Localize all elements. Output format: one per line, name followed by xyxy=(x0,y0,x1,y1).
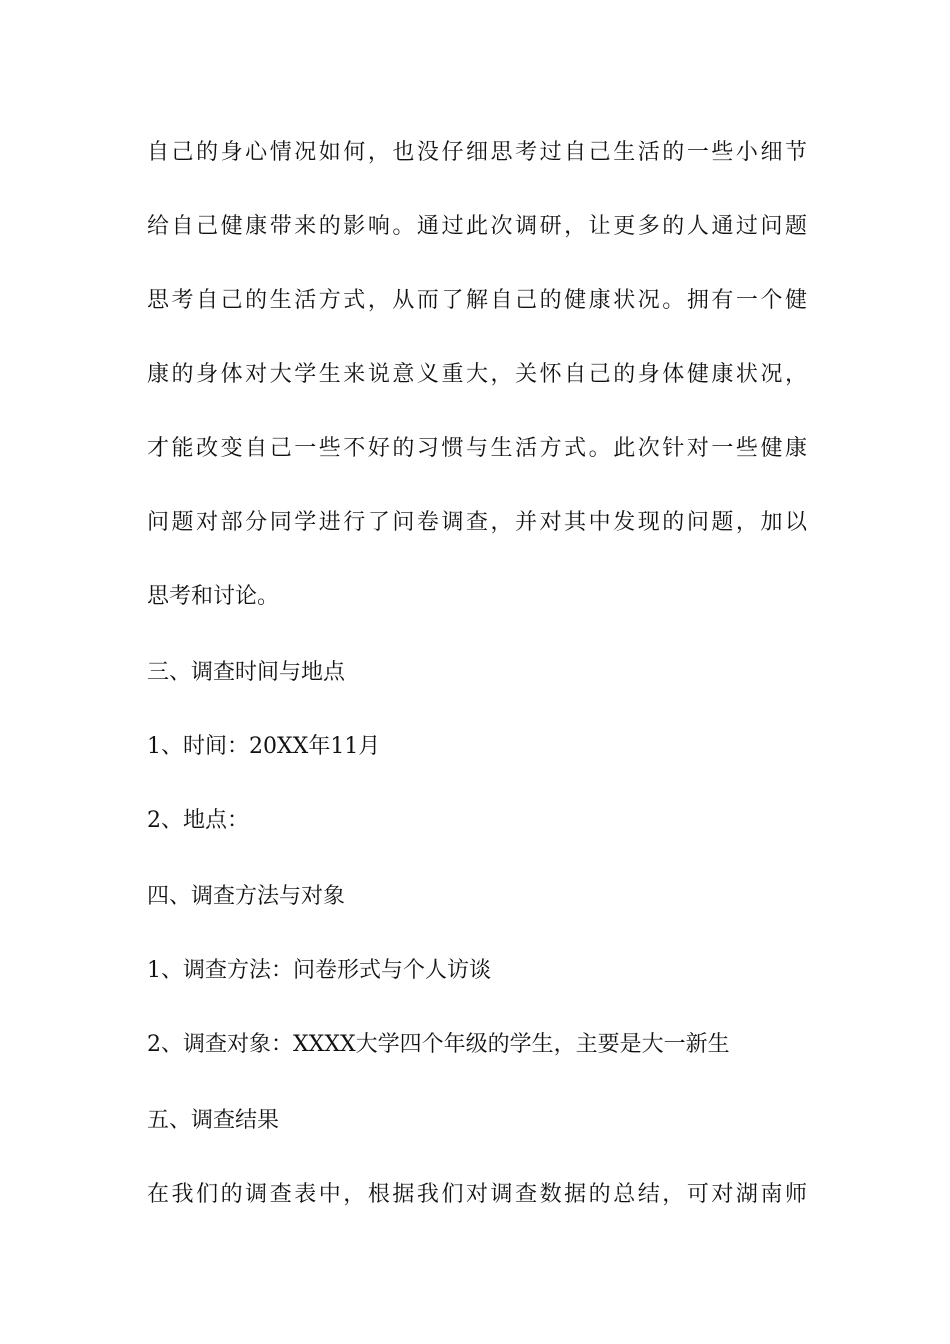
paragraph-line-2: 给自己健康带来的影响。通过此次调研，让更多的人通过问题 xyxy=(147,214,807,239)
survey-place: 2、地点： xyxy=(147,808,249,833)
results-first-line: 在我们的调查表中，根据我们对调查数据的总结，可对湖南师 xyxy=(147,1182,807,1207)
paragraph-line-5: 才能改变自己一些不好的习惯与生活方式。此次针对一些健康 xyxy=(147,436,807,461)
section-3-heading: 三、调查时间与地点 xyxy=(147,660,346,685)
paragraph-line-6: 问题对部分同学进行了问卷调查，并对其中发现的问题，加以 xyxy=(147,510,807,535)
survey-subject: 2、调查对象：XXXX大学四个年级的学生，主要是大一新生 xyxy=(147,1032,730,1057)
survey-time: 1、时间：20XX年11月 xyxy=(147,734,381,759)
paragraph-line-7: 思考和讨论。 xyxy=(147,584,280,609)
paragraph-line-1: 自己的身心情况如何，也没仔细思考过自己生活的一些小细节 xyxy=(147,140,807,165)
section-5-heading: 五、调查结果 xyxy=(147,1108,280,1133)
section-4-heading: 四、调查方法与对象 xyxy=(147,884,346,909)
survey-method: 1、调查方法：问卷形式与个人访谈 xyxy=(147,958,491,983)
paragraph-line-4: 康的身体对大学生来说意义重大，关怀自己的身体健康状况， xyxy=(147,362,807,387)
paragraph-line-3: 思考自己的生活方式，从而了解自己的健康状况。拥有一个健 xyxy=(147,288,807,313)
